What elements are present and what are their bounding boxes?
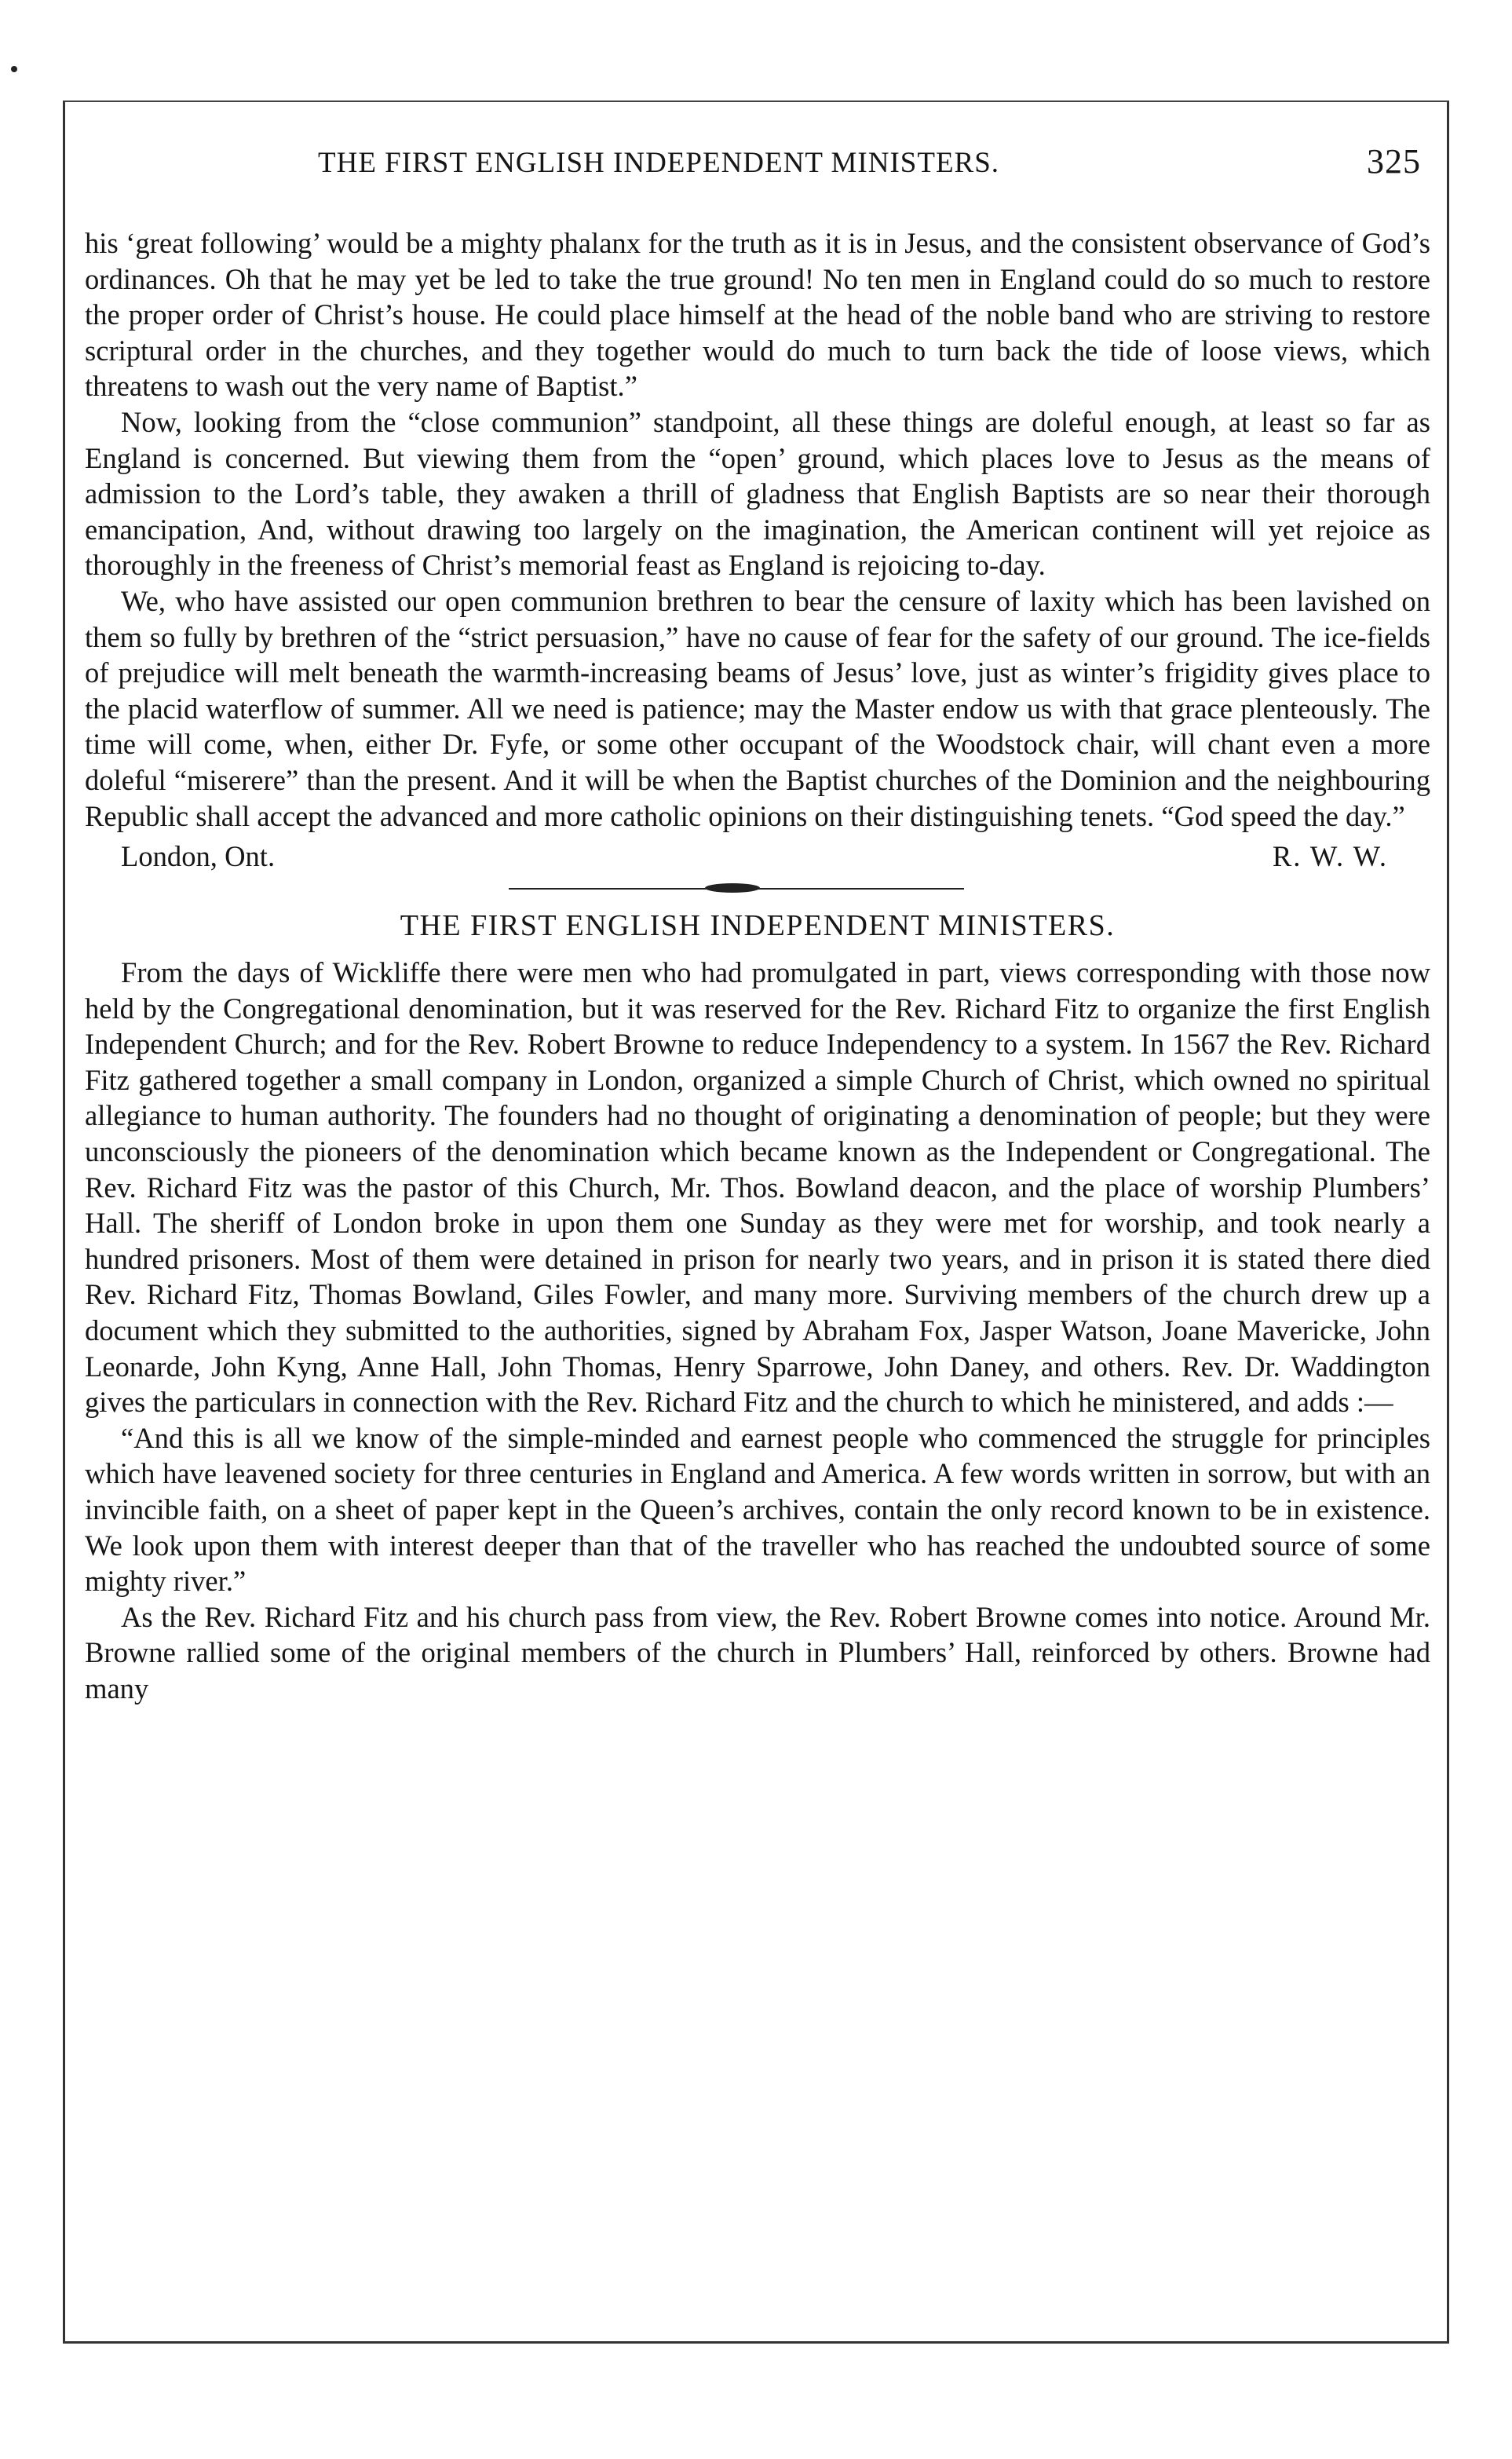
page-header <box>79 142 1437 188</box>
article-title: THE FIRST ENGLISH INDEPENDENT MINISTERS. <box>400 909 1116 943</box>
article-quote: “And this is all we know of the simple-minded and earnest people who commenced the struggle for principles which have leavened society for three centuries in England and America. A few words written in sorrow, but with an invincible faith, on a sheet of paper kept in the Queen’s archives, contain the only record known to be in existence. We look upon them with interest deeper than that of the traveller who has reached the undoubted source of some mighty river.” <box>85 1421 1430 1598</box>
signoff-initials: R. W. W. <box>1272 840 1388 873</box>
margin-mark <box>11 66 17 72</box>
article-paragraph: From the days of Wickliffe there were men who had promulgated in part, views corresponding with those now held by the Congregational denomination, but it was reserved for the Rev. Richard Fitz to organize the first English Independent Church; and for the Rev. Robert Browne to reduce Independency to a system. In 1567 the Rev. Richard Fitz gathered together a small company in London, organized a simple Church of Christ, which owned no spiritual allegiance to human authority. The founders had no thought of originating a denomination of people; but they were unconsciously the pioneers of the denomination which became known as the Independent or Congregational. The Rev. Richard Fitz was the pastor of this Church, Mr. Thos. Bowland deacon, and the place of worship Plumbers’ Hall. The sheriff of London broke in upon them one Sunday as they were met for worship, and took nearly a hundred prisoners. Most of them were detained in prison for nearly two years, and in prison it is stated there died Rev. Richard Fitz, Thomas Bowland, Giles Fowler, and many more. Surviving members of the church drew up a document which they submitted to the authorities, signed by Abraham Fox, Jasper Watson, Joane Mavericke, John Leonarde, John Kyng, Anne Hall, John Thomas, Henry Sparrowe, John Daney, and others. Rev. Dr. Waddington gives the particulars in connection with the Rev. Richard Fitz and the church to which he ministered, and adds :— <box>85 956 1430 1419</box>
divider-ornament <box>705 883 760 893</box>
paragraph: Now, looking from the “close communion” standpoint, all these things are doleful enough, at least so far as England is concerned. But viewing them from the “open’ ground, which places love to Jesus as the means of admission to the Lord’s table, they awaken a thrill of gladness that English Baptists are so near their thorough emancipation, And, without drawing too largely on the imagination, the American continent will yet rejoice as thoroughly in the freeness of Christ’s memorial feast as England is rejoicing to-day. <box>85 405 1430 582</box>
running-head: THE FIRST ENGLISH INDEPENDENT MINISTERS. <box>318 147 1000 179</box>
section-divider <box>509 881 964 897</box>
signoff <box>85 839 1430 875</box>
signoff-place: London, Ont. <box>121 840 276 873</box>
article-paragraph: As the Rev. Richard Fitz and his church pass from view, the Rev. Robert Browne comes into notice. Around Mr. Browne rallied some of the original members of the church in Plumbers’ Hall, reinforced by others. Browne had many <box>85 1600 1430 1704</box>
page-number: 325 <box>1367 142 1421 181</box>
page-body <box>85 225 1430 1707</box>
paragraph: We, who have assisted our open communion brethren to bear the censure of laxity which has been lavished on them so fully by brethren of the “strict persuasion,” have no cause of fear for the safety of our ground. The ice-fields of prejudice will melt beneath the warmth-increasing beams of Jesus’ love, just as winter’s frigidity gives place to the placid waterflow of summer. All we need is patience; may the Master endow us with that grace plenteously. The time will come, when, either Dr. Fyfe, or some other occupant of the Woodstock chair, will chant even a more doleful “miserere” than the present. And it will be when the Baptist churches of the Dominion and the neighbouring Republic shall accept the advanced and more catholic opinions on their distinguishing tenets. “God speed the day.” <box>85 584 1430 832</box>
paragraph-continued: his ‘great following’ would be a mighty phalanx for the truth as it is in Jesus, and the consistent observance of God’s ordinances. Oh that he may yet be led to take the true ground! No ten men in England could do so much to restore the proper order of Christ’s house. He could place himself at the head of the noble band who are striving to restore scriptural order in the churches, and they together would do much to turn back the tide of loose views, which threatens to wash out the very name of Baptist.” <box>85 227 1430 403</box>
